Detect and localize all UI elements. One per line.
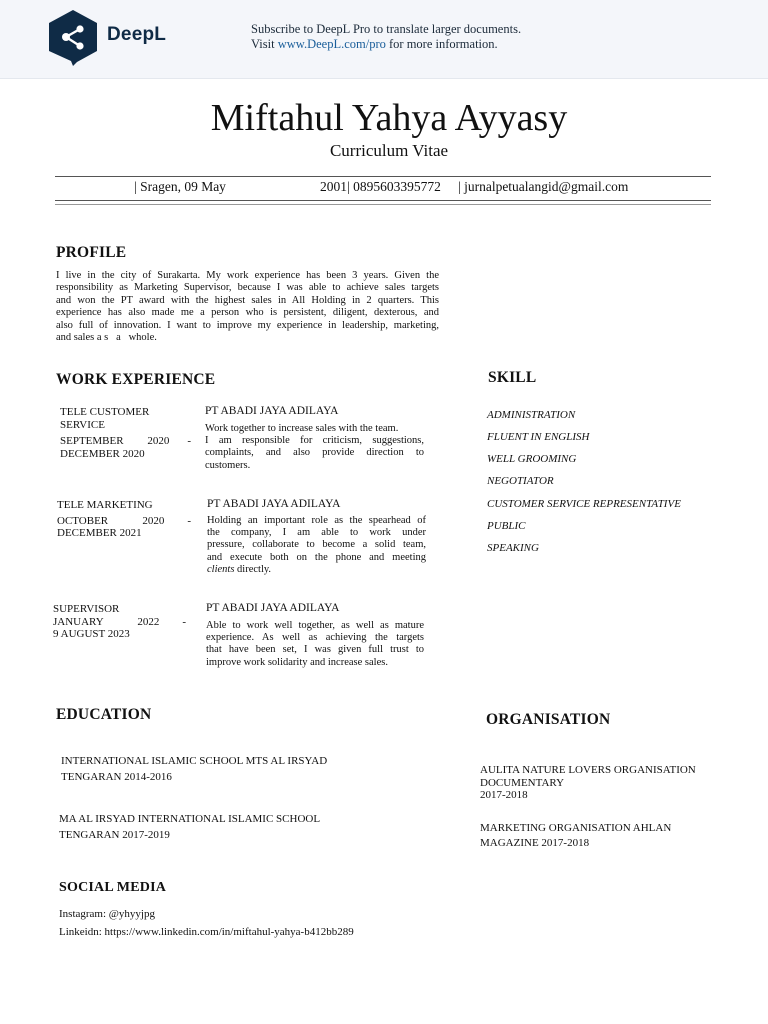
job-1-start-year: 2020 [147, 435, 170, 447]
profile-line: I live in the city of Surakarta. My work experience has been 3 years. Given the [56, 270, 439, 281]
education-item-2 [59, 811, 320, 843]
contact-phone: 2001| 0895603395772 [320, 179, 441, 194]
job-1-description [205, 423, 424, 473]
job-2-start-year: 2020 [142, 514, 165, 527]
skill-item: WELL GROOMING [487, 453, 577, 465]
job-2-desc-line: the company, I am able to work under [207, 526, 426, 538]
job-1-title-2: SERVICE [60, 418, 105, 431]
job-3-desc-line: Able to work well together, as well as mature [206, 619, 424, 631]
profile-line: also full of innovation. I want to improve my experience in leadership, marketing, [56, 319, 439, 331]
job-2-desc-last-line [207, 564, 426, 576]
job-1-desc-line: I am responsible for criticism, suggestions, [205, 434, 424, 446]
organisation-item-2 [480, 821, 671, 851]
organisation-name-2: MARKETING ORGANISATION AHLAN [480, 822, 672, 834]
job-2-start-month: OCTOBER [57, 514, 109, 527]
education-place-1: TENGARAN 2014-2016 [61, 771, 172, 783]
job-3-company: PT ABADI JAYA ADILAYA [206, 602, 340, 614]
job-2-period [57, 499, 191, 540]
job-3-desc-line: that have been set, I was given full trust to [206, 644, 424, 656]
job-3-dash: - [182, 615, 186, 628]
skill-item: FLUENT IN ENGLISH [487, 431, 590, 443]
header-rule-bottom [55, 200, 711, 201]
job-3-end: 9 AUGUST 2023 [53, 628, 130, 640]
job-3-start [53, 616, 186, 629]
education-heading: EDUCATION [56, 706, 152, 723]
profile-text [56, 270, 439, 344]
deepl-banner [0, 0, 768, 79]
header-rule-top [55, 176, 711, 177]
job-2-desc-line: and execute both on the phone and meeting [207, 551, 426, 563]
contact-email: | jurnalpetualangid@gmail.com [458, 179, 629, 194]
job-3-title: SUPERVISOR [53, 603, 120, 615]
resume-subtitle: Curriculum Vitae [329, 141, 449, 160]
job-1-start [60, 435, 191, 448]
job-3-start-year: 2022 [137, 615, 160, 628]
organisation-item-1 [480, 764, 696, 802]
job-1-desc-line: customers. [205, 459, 251, 471]
organisation-name-1: AULITA NATURE LOVERS ORGANISATION [480, 764, 696, 776]
banner-line-2-suffix: for more information. [385, 37, 498, 51]
profile-line: and sales a s a whole. [56, 332, 157, 344]
job-2-title: TELE MARKETING [57, 499, 153, 511]
skill-item: CUSTOMER SERVICE REPRESENTATIVE [487, 498, 681, 510]
work-experience-heading: WORK EXPERIENCE [56, 371, 216, 388]
profile-line: experience has also made me a person who is persistent, diligent, dexterous, and [56, 307, 439, 319]
skill-item: PUBLIC [487, 520, 526, 532]
skill-item: ADMINISTRATION [487, 409, 576, 421]
social-instagram: Instagram: @yhyyjpg [59, 908, 155, 920]
job-3-description [206, 620, 424, 670]
job-3-period [53, 603, 186, 641]
deepl-brand-name: DeepL [107, 24, 167, 45]
job-2-end: DECEMBER 2021 [57, 527, 142, 539]
skill-item: NEGOTIATOR [487, 475, 554, 487]
header-rule-bottom-2 [55, 204, 711, 205]
deepl-pro-link[interactable]: www.DeepL.com/pro [277, 37, 386, 51]
profile-line: responsibility as Marketing Supervisor, because I was able to achieve sales targets [56, 282, 439, 294]
organisation-heading: ORGANISATION [486, 711, 611, 728]
job-1-desc-line: Work together to increase sales with the team. [205, 422, 399, 434]
deepl-logo-icon [47, 9, 99, 67]
banner-line-1: Subscribe to DeepL Pro to translate larger documents. [251, 22, 522, 36]
job-3-desc-line: improve work solidarity and increase sales. [206, 656, 388, 668]
social-linkedin: Linkeidn: https://www.linkedin.com/in/miftahul-yahya-b412bb289 [59, 926, 354, 938]
banner-line-2-prefix: Visit [251, 37, 278, 51]
job-2-desc-line: Holding an important role as the spearhead of [207, 514, 426, 526]
education-school-1: INTERNATIONAL ISLAMIC SCHOOL MTS AL IRSYAD [61, 755, 328, 767]
deepl-subscribe-text [251, 22, 521, 52]
job-1-desc-line: complaints, and also provide direction to [205, 447, 424, 459]
job-3-start-month: JANUARY [53, 615, 104, 628]
education-place-2: TENGARAN 2017-2019 [59, 829, 170, 841]
job-2-detail [207, 498, 426, 577]
job-2-desc-line: pressure, collaborate to become a solid team, [207, 539, 426, 551]
job-1-end: DECEMBER 2020 [60, 447, 145, 460]
job-2-description [207, 515, 426, 577]
job-2-desc-italic: clients [207, 564, 235, 576]
job-2-dash: - [187, 514, 191, 527]
education-school-2: MA AL IRSYAD INTERNATIONAL ISLAMIC SCHOOL [59, 813, 321, 825]
social-media-heading: SOCIAL MEDIA [59, 880, 167, 895]
organisation-name-1-cont: DOCUMENTARY [480, 776, 565, 789]
education-item-1 [61, 753, 327, 785]
profile-heading: PROFILE [56, 244, 127, 261]
banner-line-2 [251, 37, 521, 52]
job-1-detail [205, 405, 424, 472]
resume-name: Miftahul Yahya Ayyasy [210, 97, 568, 139]
job-1-period [60, 406, 191, 460]
profile-line: and won the PT award with the highest sales in All Holding in 2 quarters. This [56, 294, 439, 306]
job-2-desc-rest: directly. [234, 564, 272, 576]
job-1-company: PT ABADI JAYA ADILAYA [205, 405, 339, 417]
job-1-title: TELE CUSTOMER [60, 406, 150, 418]
contact-birth: | Sragen, 09 May [134, 179, 226, 194]
organisation-name-2-cont: MAGAZINE 2017-2018 [480, 837, 590, 849]
skill-item: SPEAKING [487, 542, 539, 554]
job-3-desc-line: experience. As well as achieving the targets [206, 631, 424, 643]
organisation-years-1: 2017-2018 [480, 789, 528, 801]
skill-heading: SKILL [488, 369, 537, 386]
job-2-company: PT ABADI JAYA ADILAYA [207, 498, 341, 510]
job-3-detail [206, 602, 424, 669]
job-1-dash: - [187, 435, 191, 447]
job-1-start-month: SEPTEMBER [60, 435, 124, 447]
job-2-start [57, 515, 191, 528]
